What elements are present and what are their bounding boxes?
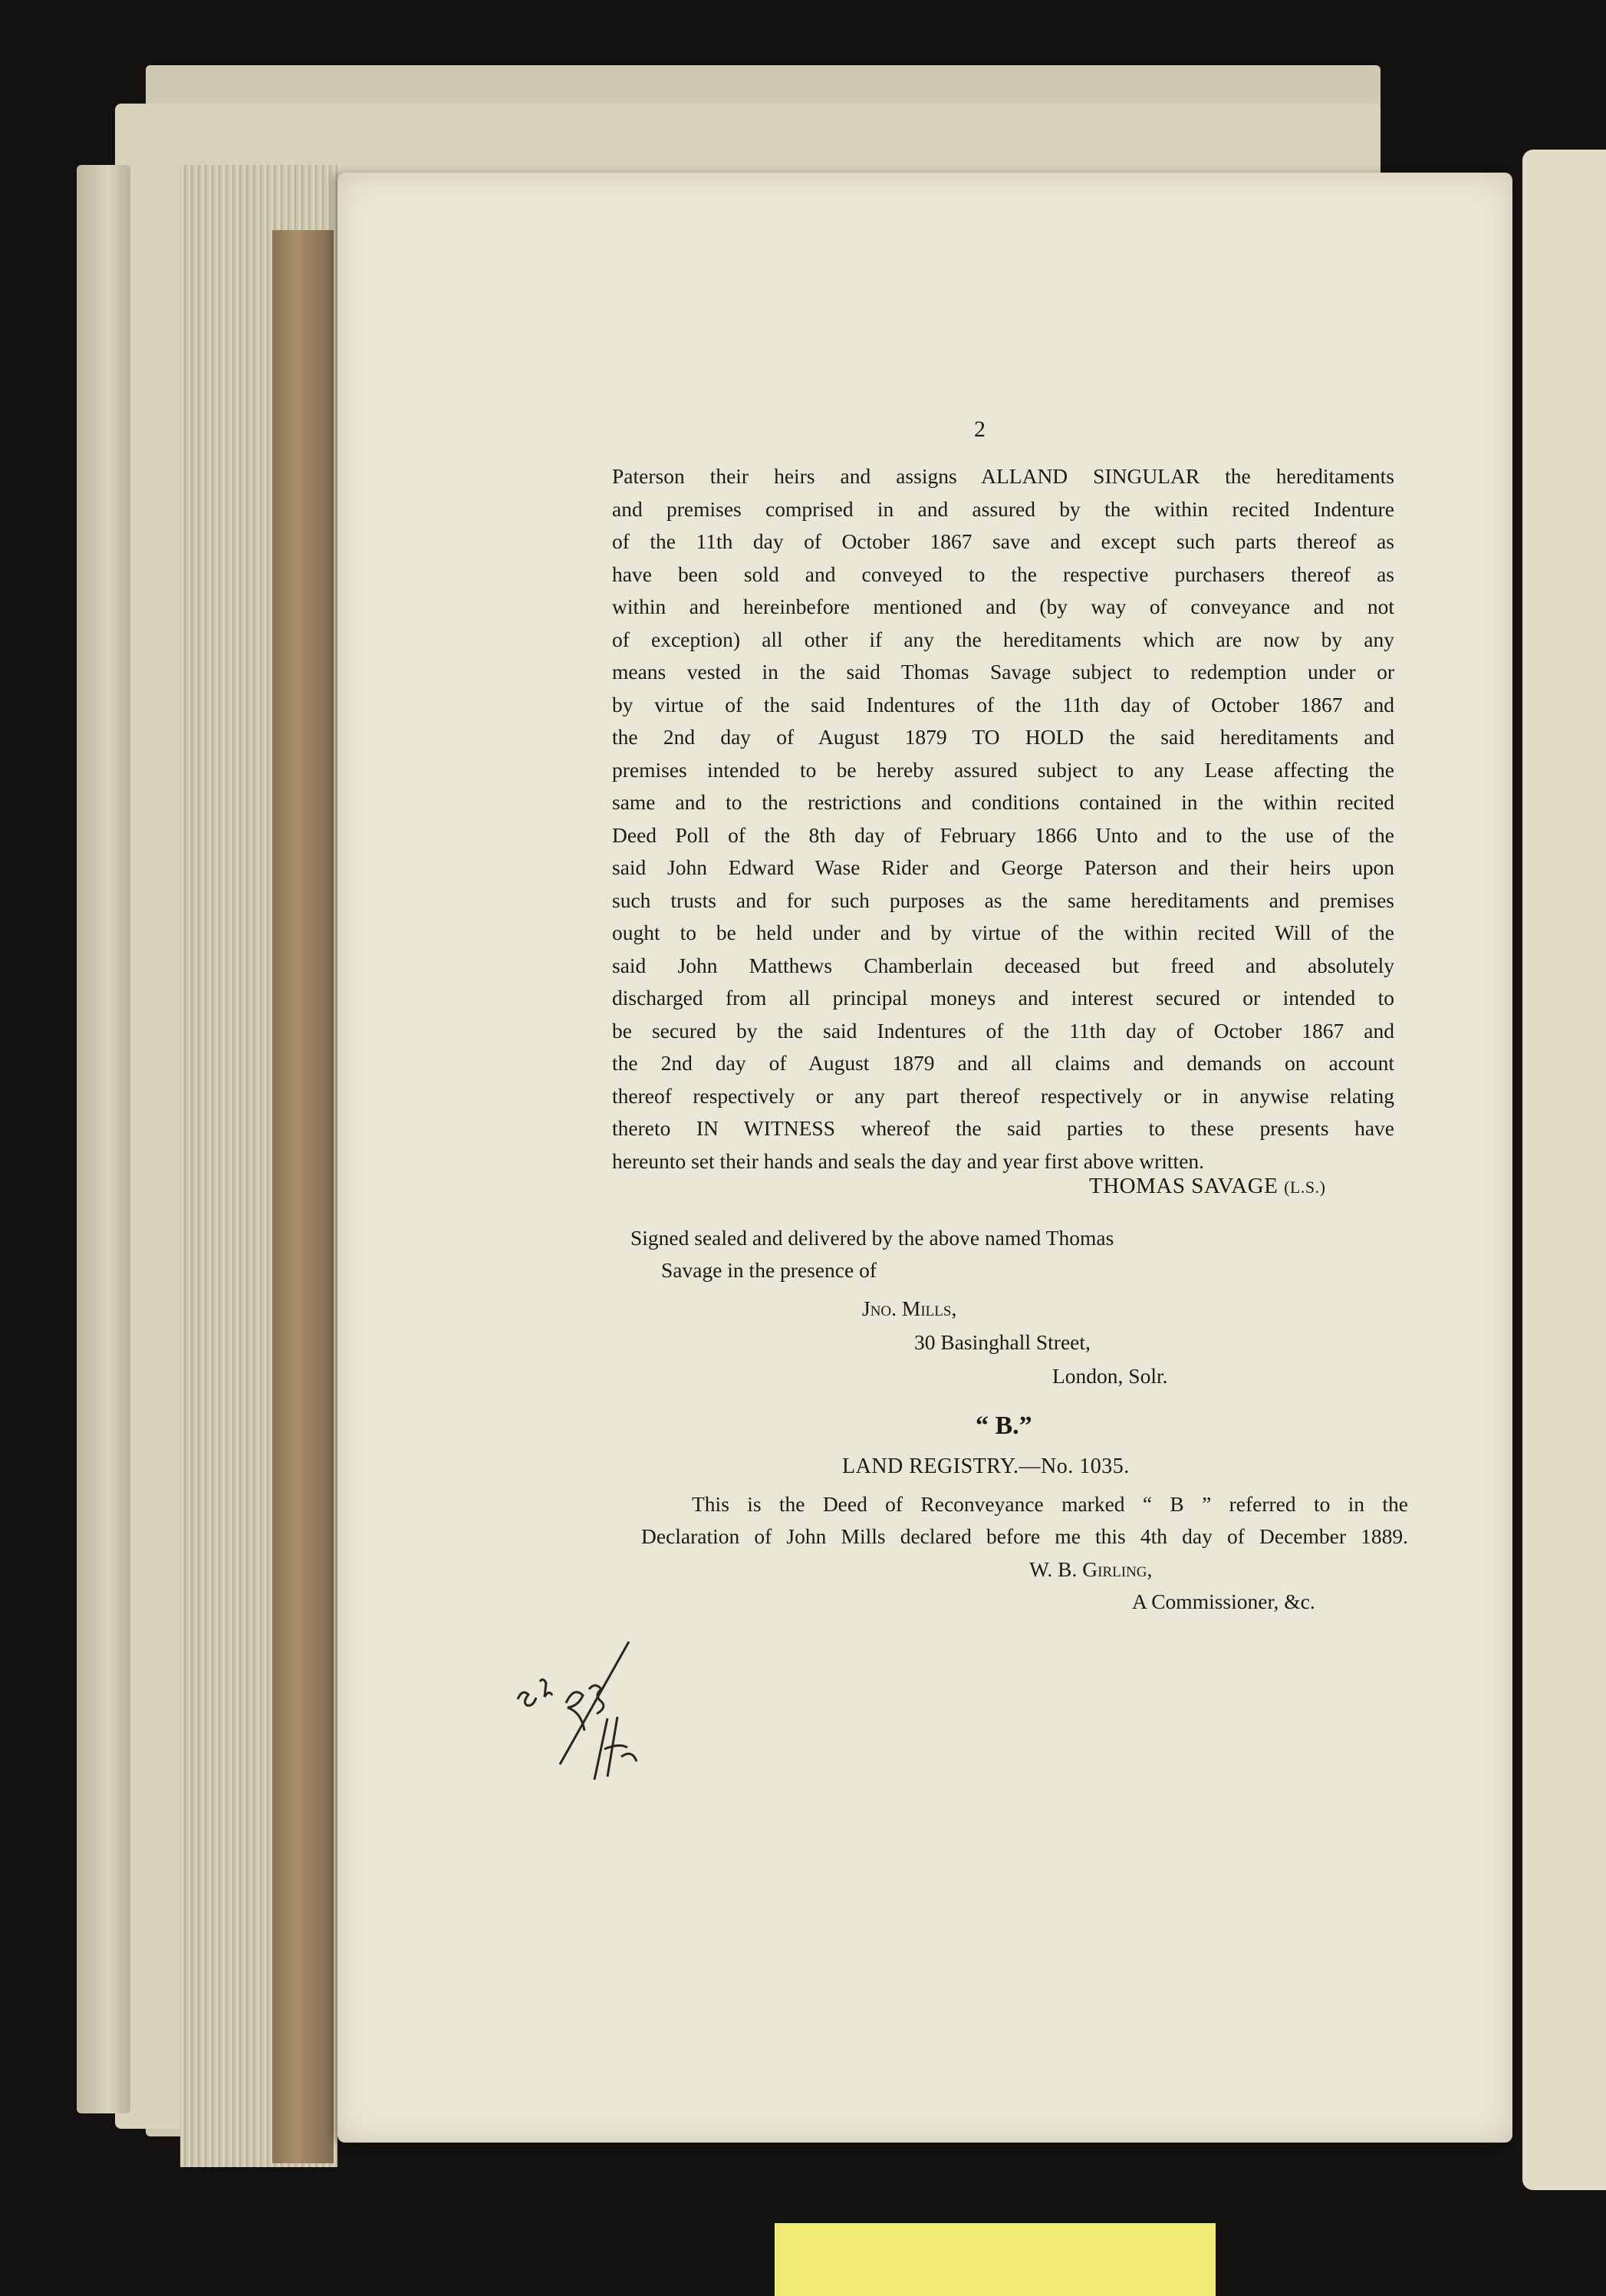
yellow-tab <box>775 2223 1216 2296</box>
attestation-line: Signed sealed and delivered by the above named Thomas <box>630 1226 1114 1250</box>
body-line: ought to be held under and by virtue of the within recited Will of the <box>612 921 1394 944</box>
deed-body <box>612 460 1394 1178</box>
facing-page-edge <box>1522 150 1606 2190</box>
witness-name: Jno. Mills, <box>862 1296 957 1320</box>
signature-line <box>1089 1174 1325 1199</box>
signatory-name: THOMAS SAVAGE <box>1089 1174 1279 1198</box>
body-line: discharged from all principal moneys and interest secured or intended to <box>612 986 1394 1010</box>
body-line: of exception) all other if any the hereditaments which are now by any <box>612 627 1394 651</box>
body-line: said John Edward Wase Rider and George Paterson and their heirs upon <box>612 855 1394 879</box>
binding-strip <box>77 165 130 2113</box>
attestation-line: Savage in the presence of <box>661 1258 877 1282</box>
body-line: the 2nd day of August 1879 and all claims and demands on account <box>612 1051 1394 1075</box>
commissioner-title: A Commissioner, &c. <box>1132 1589 1315 1613</box>
body-line: same and to the restrictions and conditions contained in the within recited <box>612 790 1394 814</box>
binding-tape <box>272 230 334 2163</box>
witness-city: London, Solr. <box>1052 1364 1168 1388</box>
declaration <box>641 1488 1408 1553</box>
declaration-line: Declaration of John Mills declared before me this 4th day of December 1889. <box>641 1524 1408 1548</box>
body-line: by virtue of the said Indentures of the 11th day of October 1867 and <box>612 692 1394 716</box>
body-line: the 2nd day of August 1879 TO HOLD the said hereditaments and <box>612 725 1394 749</box>
body-line: of the 11th day of October 1867 save and except such parts thereof as <box>612 529 1394 553</box>
body-line: such trusts and for such purposes as the same hereditaments and premises <box>612 888 1394 912</box>
body-line: said John Matthews Chamberlain deceased but freed and absolutely <box>612 953 1394 977</box>
body-line: and premises comprised in and assured by the within recited Indenture <box>612 496 1394 521</box>
body-line: be secured by the said Indentures of the 11th day of October 1867 and <box>612 1018 1394 1043</box>
exhibit-mark: “ B.” <box>976 1412 1032 1440</box>
body-line: Deed Poll of the 8th day of February 1866 Unto and to the use of the <box>612 822 1394 847</box>
registry-heading: LAND REGISTRY.—No. 1035. <box>842 1454 1130 1478</box>
seal-mark: (L.S.) <box>1284 1178 1326 1197</box>
body-line: Paterson their heirs and assigns ALLAND SINGULAR the hereditaments <box>612 464 1394 488</box>
declaration-line: This is the Deed of Reconveyance marked “ B ” referred to in the <box>692 1492 1408 1516</box>
body-line: thereto IN WITNESS whereof the said parties to these presents have <box>612 1116 1394 1140</box>
body-line: hereunto set their hands and seals the day and year first above written. <box>612 1148 1205 1173</box>
body-line: have been sold and conveyed to the respective purchasers thereof as <box>612 562 1394 586</box>
body-line: within and hereinbefore mentioned and (by way of conveyance and not <box>612 595 1394 618</box>
commissioner-name: W. B. Girling, <box>1029 1557 1153 1581</box>
body-line: premises intended to be hereby assured subject to any Lease affecting the <box>612 757 1394 782</box>
body-line: means vested in the said Thomas Savage subject to redemption under or <box>612 660 1394 684</box>
handwritten-initials-icon <box>506 1626 660 1803</box>
witness-address: 30 Basinghall Street, <box>914 1330 1091 1354</box>
page-number: 2 <box>974 417 986 442</box>
body-line: thereof respectively or any part thereof respectively or in anywise relating <box>612 1083 1394 1108</box>
